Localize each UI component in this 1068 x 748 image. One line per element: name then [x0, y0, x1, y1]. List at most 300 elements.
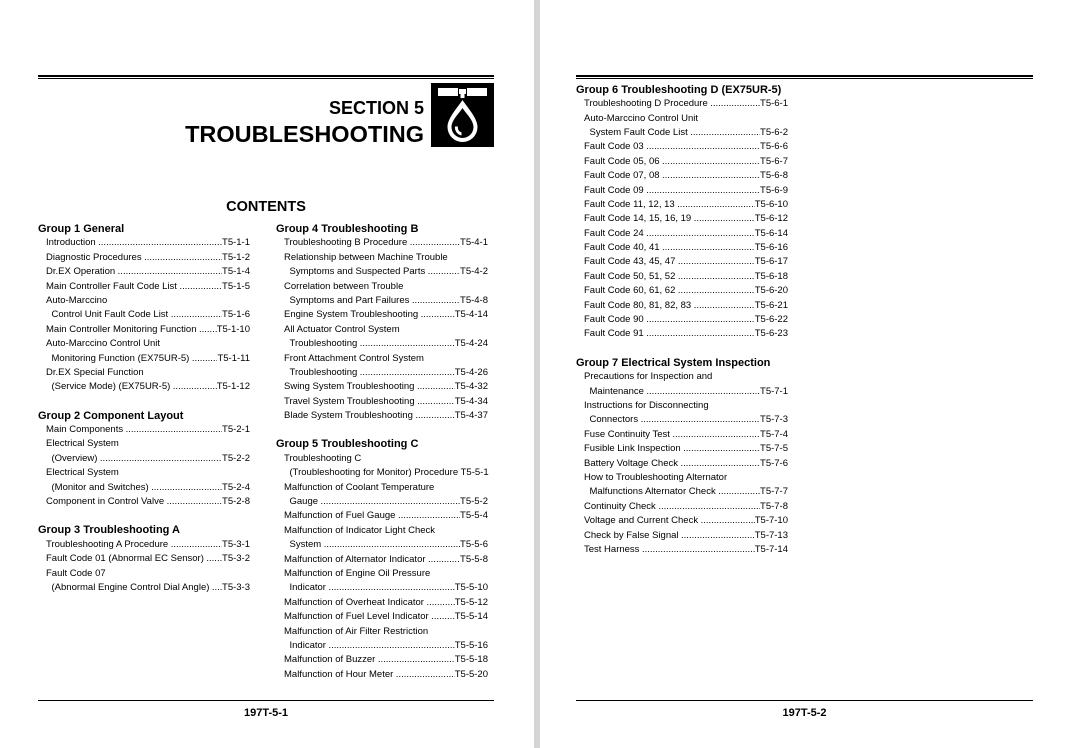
section-title: TROUBLESHOOTING — [185, 121, 424, 147]
toc-entry-label: Fault Code 01 (Abnormal EC Sensor) — [46, 553, 204, 565]
toc-entry-label: Main Controller Monitoring Function — [46, 323, 197, 335]
toc-page-number: T5-6-18 — [754, 270, 788, 282]
toc-entry-label: Fault Code 05, 06 — [584, 155, 660, 167]
toc-entry — [576, 112, 788, 141]
toc-entry-label: Gauge — [289, 496, 319, 508]
toc-entry — [576, 399, 788, 428]
oil-drop-icon — [431, 83, 494, 147]
toc-entry-row — [276, 495, 488, 509]
toc-entry-label: Troubleshooting A Procedure — [46, 538, 169, 550]
toc-entry-label: Malfunction of Alternator Indicator — [284, 553, 426, 565]
toc-entry — [276, 409, 488, 423]
dot-leader — [407, 236, 460, 250]
toc-entry-line: Dr.EX Special Function — [46, 366, 144, 378]
header-rule — [38, 75, 494, 77]
toc-entry-row — [276, 395, 488, 409]
toc-entry — [576, 543, 788, 557]
toc-entry — [38, 236, 250, 250]
toc-page-number: T5-1-5 — [222, 280, 250, 292]
toc-entry-label: Fuse Continuity Test — [584, 428, 670, 440]
toc-entry-row — [276, 366, 488, 380]
toc-page-number: T5-6-21 — [754, 299, 788, 311]
toc-page-number: T5-2-1 — [222, 424, 250, 436]
toc-entry — [276, 323, 488, 352]
dot-leader — [209, 581, 222, 595]
toc-page-number: T5-5-8 — [460, 553, 488, 565]
toc-entry-row — [276, 596, 488, 610]
toc-entry — [276, 596, 488, 610]
toc-page-number: T5-3-2 — [222, 553, 250, 565]
dot-leader — [393, 668, 454, 682]
toc-entry-label: Fusible Link Inspection — [584, 443, 681, 455]
toc-entry-row — [38, 280, 250, 294]
toc-entry-label: Troubleshooting — [289, 366, 358, 378]
toc-entry-label: Symptoms and Part Failures — [289, 294, 410, 306]
toc-page-number: T5-7-1 — [760, 385, 788, 397]
toc-entry-label: Voltage and Current Check — [584, 515, 699, 527]
toc-entry-row — [276, 538, 488, 552]
toc-entry-label: System — [289, 539, 322, 551]
toc-page-number: T5-4-1 — [460, 237, 488, 249]
toc-entry-label: Fault Code 03 — [584, 141, 644, 153]
toc-page-number: T5-3-3 — [222, 581, 250, 593]
toc-entry-label: Continuity Check — [584, 500, 656, 512]
dot-leader — [688, 126, 760, 140]
toc-entry-row — [38, 323, 250, 337]
toc-entry-label: (Troubleshooting for Monitor) Procedure — [289, 467, 459, 479]
dot-leader — [429, 610, 455, 624]
toc-group-heading: Group 1 General — [38, 223, 125, 235]
toc-page-number: T5-4-34 — [454, 395, 488, 407]
toc-entry-row — [576, 457, 788, 471]
toc-entry — [576, 241, 788, 255]
toc-page-number: T5-6-16 — [754, 242, 788, 254]
toc-entry-row — [576, 241, 788, 255]
toc-entry — [38, 337, 250, 366]
toc-entry-row — [576, 442, 788, 456]
dot-leader — [644, 385, 760, 399]
toc-page-number: T5-6-10 — [754, 198, 788, 210]
toc-page-number: T5-7-14 — [754, 543, 788, 555]
dot-leader — [698, 514, 755, 528]
toc-entry-row — [576, 543, 788, 557]
toc-page-number: T5-5-16 — [454, 639, 488, 651]
toc-entry-label: Symptoms and Suspected Parts — [289, 266, 426, 278]
toc-entry-row — [38, 481, 250, 495]
toc-entry-row — [276, 639, 488, 653]
toc-group-heading: Group 6 Troubleshooting D (EX75UR-5) — [576, 83, 782, 96]
dot-leader — [189, 352, 217, 366]
toc-entry-label: Fault Code 80, 81, 82, 83 — [584, 299, 692, 311]
toc-page-number: T5-7-6 — [760, 457, 788, 469]
toc-entry-label: Monitoring Function (EX75UR-5) — [51, 352, 190, 364]
toc-entry — [576, 270, 788, 284]
dot-leader — [638, 413, 760, 427]
toc-entry-label: Maintenance — [589, 385, 644, 397]
toc-entry-row — [576, 270, 788, 284]
dot-leader — [716, 485, 760, 499]
toc-page-number: T5-4-37 — [454, 410, 488, 422]
dot-leader — [418, 308, 455, 322]
toc-page-number: T5-6-9 — [760, 184, 788, 196]
toc-entry-label: Diagnostic Procedures — [46, 251, 142, 263]
toc-entry-label: Malfunction of Buzzer — [284, 654, 376, 666]
toc-entry-line: Malfunction of Engine Oil Pressure — [284, 567, 431, 579]
toc-entry-row — [576, 327, 788, 341]
dot-leader — [708, 97, 760, 111]
dot-leader — [96, 236, 222, 250]
dot-leader — [413, 409, 455, 423]
dot-leader — [115, 265, 222, 279]
toc-entry-label: (Overview) — [51, 452, 98, 464]
toc-entry-row — [576, 299, 788, 313]
dot-leader — [123, 423, 222, 437]
toc-entry — [576, 227, 788, 241]
toc-group-heading: Group 2 Component Layout — [38, 409, 184, 422]
toc-entry-line: Malfunction of Indicator Light Check — [284, 524, 436, 536]
toc-entry — [38, 366, 250, 395]
toc-page-number: T5-6-20 — [754, 285, 788, 297]
dot-leader — [409, 294, 460, 308]
toc-entry — [38, 538, 250, 552]
document-page-right — [540, 0, 1068, 748]
toc-column — [576, 83, 788, 558]
toc-entry — [276, 380, 488, 394]
toc-entry — [276, 280, 488, 309]
dot-leader — [426, 553, 460, 567]
toc-entry — [576, 284, 788, 298]
toc-entry-row — [276, 668, 488, 682]
dot-leader — [675, 198, 755, 212]
toc-entry — [276, 481, 488, 510]
toc-entry-row — [38, 495, 250, 509]
page-footer-number: 197T-5-1 — [243, 707, 289, 719]
toc-entry — [576, 198, 788, 212]
toc-entry — [576, 428, 788, 442]
toc-page-number: T5-1-6 — [222, 309, 250, 321]
toc-entry — [576, 184, 788, 198]
toc-page-number: T5-1-2 — [222, 251, 250, 263]
toc-entry — [276, 308, 488, 322]
toc-entry — [276, 553, 488, 567]
dot-leader — [357, 366, 454, 380]
toc-page-number: T5-2-8 — [222, 496, 250, 508]
toc-entry-row — [276, 294, 488, 308]
toc-entry-label: Fault Code 91 — [584, 328, 644, 340]
dot-leader — [670, 428, 760, 442]
toc-entry-label: Test Harness — [584, 543, 640, 555]
toc-entry — [276, 625, 488, 654]
header-rule — [576, 75, 1033, 77]
toc-entry — [38, 567, 250, 596]
toc-page-number: T5-7-10 — [754, 515, 788, 527]
dot-leader — [375, 653, 454, 667]
toc-entry — [576, 457, 788, 471]
toc-entry-row — [276, 409, 488, 423]
toc-page-number: T5-5-20 — [454, 668, 488, 680]
toc-entry — [576, 370, 788, 399]
page-footer-number: 197T-5-2 — [782, 707, 827, 719]
toc-entry — [276, 352, 488, 381]
toc-entry — [38, 552, 250, 566]
toc-entry-label: Main Controller Fault Code List — [46, 280, 177, 292]
toc-page-number: T5-6-2 — [760, 126, 788, 138]
toc-entry — [576, 155, 788, 169]
toc-entry-label: Travel System Troubleshooting — [284, 395, 415, 407]
toc-entry — [576, 529, 788, 543]
toc-entry-row — [276, 509, 488, 523]
dot-leader — [318, 495, 460, 509]
footer-rule — [576, 700, 1033, 701]
toc-entry-label: Fault Code 40, 41 — [584, 242, 660, 254]
toc-entry-line: Malfunction of Air Filter Restriction — [284, 625, 429, 637]
toc-page-number: T5-5-10 — [454, 582, 488, 594]
toc-column — [38, 222, 250, 595]
dot-leader — [204, 552, 222, 566]
toc-entry — [276, 236, 488, 250]
toc-entry — [576, 140, 788, 154]
toc-page-number: T5-6-12 — [754, 213, 788, 225]
toc-entry-label: Troubleshooting B Procedure — [284, 237, 408, 249]
dot-leader — [656, 500, 760, 514]
toc-entry — [276, 610, 488, 624]
dot-leader — [678, 457, 760, 471]
toc-entry — [576, 514, 788, 528]
dot-leader — [326, 639, 455, 653]
dot-leader — [142, 251, 222, 265]
toc-entry-label: Battery Voltage Check — [584, 457, 678, 469]
toc-entry — [576, 299, 788, 313]
toc-entry-label: Fault Code 24 — [584, 227, 644, 239]
dot-leader — [168, 538, 222, 552]
toc-entry-row — [576, 227, 788, 241]
dot-leader — [644, 327, 755, 341]
section-label: SECTION 5 — [328, 98, 424, 118]
toc-entry — [276, 668, 488, 682]
footer-rule — [38, 700, 494, 701]
toc-entry — [576, 169, 788, 183]
toc-entry-row — [38, 538, 250, 552]
toc-page-number: T5-6-8 — [760, 170, 788, 182]
toc-page-number: T5-5-14 — [454, 611, 488, 623]
toc-entry-row — [38, 452, 250, 466]
toc-entry — [38, 423, 250, 437]
toc-group-heading: Group 7 Electrical System Inspection — [576, 356, 771, 369]
toc-entry-row — [576, 428, 788, 442]
toc-entry-label: Fault Code 60, 61, 62 — [584, 285, 676, 297]
dot-leader — [170, 380, 216, 394]
toc-column — [276, 222, 488, 682]
toc-page-number: T5-3-1 — [222, 538, 250, 550]
toc-entry-label: (Monitor and Switches) — [51, 481, 149, 493]
toc-entry-label: Troubleshooting — [289, 338, 358, 350]
toc-entry-line: Front Attachment Control System — [284, 352, 424, 364]
toc-entry-row — [576, 212, 788, 226]
toc-entry — [576, 442, 788, 456]
dot-leader — [644, 227, 755, 241]
toc-entry — [576, 471, 788, 500]
dot-leader — [326, 581, 455, 595]
toc-entry — [576, 500, 788, 514]
dot-leader — [168, 308, 222, 322]
toc-page-number: T5-1-4 — [222, 266, 250, 278]
dot-leader — [415, 395, 455, 409]
toc-entry-row — [576, 284, 788, 298]
dot-leader — [675, 284, 754, 298]
toc-entry — [38, 265, 250, 279]
toc-entry-line: Auto-Marccino — [46, 294, 108, 306]
toc-page-number: T5-6-23 — [754, 328, 788, 340]
toc-entry-row — [576, 126, 788, 140]
toc-page-number: T5-5-1 — [460, 467, 489, 479]
toc-page-number: T5-2-4 — [222, 481, 250, 493]
toc-entry-label: System Fault Code List — [589, 126, 688, 138]
toc-entry — [38, 495, 250, 509]
toc-entry-label: Fault Code 11, 12, 13 — [584, 198, 675, 210]
toc-entry-label: Troubleshooting D Procedure — [584, 98, 708, 110]
toc-page-number: T5-1-12 — [216, 381, 250, 393]
toc-entry-line: All Actuator Control System — [284, 323, 400, 335]
toc-entry-line: Troubleshooting C — [284, 452, 362, 464]
toc-entry — [576, 255, 788, 269]
toc-page-number: T5-6-7 — [760, 155, 788, 167]
toc-entry-row — [38, 423, 250, 437]
toc-page-number: T5-7-13 — [754, 529, 788, 541]
toc-entry-row — [576, 97, 788, 111]
dot-leader — [97, 452, 222, 466]
toc-entry-line: Auto-Marccino Control Unit — [46, 338, 161, 350]
dot-leader — [414, 380, 454, 394]
toc-entry-line: Electrical System — [46, 467, 119, 479]
toc-page-number: T5-1-1 — [222, 237, 250, 249]
toc-entry-row — [276, 653, 488, 667]
toc-group-heading: Group 4 Troubleshooting B — [276, 223, 419, 235]
toc-page-number: T5-7-5 — [760, 443, 788, 455]
toc-page-number: T5-6-6 — [760, 141, 788, 153]
dot-leader — [639, 543, 754, 557]
toc-entry-label: Fault Code 14, 15, 16, 19 — [584, 213, 692, 225]
toc-entry-line: Auto-Marccino Control Unit — [584, 112, 699, 124]
toc-entry — [276, 524, 488, 553]
toc-entry-row — [576, 385, 788, 399]
toc-entry — [576, 313, 788, 327]
dot-leader — [644, 313, 755, 327]
toc-entry-label: Engine System Troubleshooting — [284, 309, 419, 321]
toc-entry-row — [276, 236, 488, 250]
toc-entry-label: Fault Code 09 — [584, 184, 644, 196]
toc-entry — [38, 251, 250, 265]
toc-page-number: T5-2-2 — [222, 452, 250, 464]
toc-entry-line: Malfunction of Coolant Temperature — [284, 481, 435, 493]
dot-leader — [691, 212, 755, 226]
toc-entry-label: Component in Control Valve — [46, 496, 165, 508]
toc-entry-row — [38, 308, 250, 322]
toc-entry — [276, 653, 488, 667]
toc-page-number: T5-6-17 — [754, 256, 788, 268]
dot-leader — [675, 255, 754, 269]
toc-entry-label: Fault Code 50, 51, 52 — [584, 270, 676, 282]
toc-entry-label: (Service Mode) (EX75UR-5) — [51, 381, 171, 393]
toc-entry-row — [38, 552, 250, 566]
toc-group-heading: Group 5 Troubleshooting C — [276, 438, 419, 451]
toc-entry — [38, 294, 250, 323]
toc-entry-row — [38, 352, 250, 366]
toc-entry-label: Malfunction of Overheat Indicator — [284, 596, 424, 608]
dot-leader — [660, 155, 760, 169]
toc-entry-label: Malfunction of Fuel Level Indicator — [284, 611, 429, 623]
toc-entry-line: Relationship between Machine Trouble — [284, 251, 448, 263]
toc-entry-row — [576, 413, 788, 427]
toc-page-number: T5-7-4 — [760, 428, 788, 440]
toc-entry-row — [576, 155, 788, 169]
dot-leader — [425, 265, 460, 279]
toc-entry-line: Precautions for Inspection and — [584, 371, 713, 383]
toc-entry-row — [276, 610, 488, 624]
toc-entry-label: Malfunction of Fuel Gauge — [284, 510, 396, 522]
dot-leader — [644, 184, 760, 198]
toc-entry-row — [576, 140, 788, 154]
dot-leader — [644, 140, 760, 154]
toc-entry-row — [576, 198, 788, 212]
toc-entry-label: Swing System Troubleshooting — [284, 381, 415, 393]
dot-leader — [357, 337, 454, 351]
contents-heading: CONTENTS — [226, 199, 306, 215]
toc-page-number: T5-6-14 — [754, 227, 788, 239]
toc-entry-row — [576, 255, 788, 269]
toc-entry-label: Main Components — [46, 424, 124, 436]
dot-leader — [660, 241, 755, 255]
toc-page-number: T5-4-2 — [460, 266, 488, 278]
toc-page-number: T5-7-7 — [760, 486, 788, 498]
toc-entry-label: Malfunctions Alternator Check — [589, 486, 716, 498]
toc-page-number: T5-6-1 — [760, 98, 788, 110]
toc-entry-row — [576, 313, 788, 327]
toc-page-number: T5-6-22 — [754, 314, 788, 326]
toc-page-number: T5-5-6 — [460, 539, 488, 551]
toc-entry-row — [276, 337, 488, 351]
toc-entry — [576, 327, 788, 341]
dot-leader — [321, 538, 460, 552]
toc-entry-row — [576, 500, 788, 514]
toc-entry-label: (Abnormal Engine Control Dial Angle) — [51, 581, 210, 593]
toc-entry — [576, 212, 788, 226]
toc-entry-row — [576, 184, 788, 198]
toc-entry — [276, 452, 488, 481]
toc-entry — [38, 280, 250, 294]
toc-page-number: T5-4-8 — [460, 294, 488, 306]
dot-leader — [681, 442, 760, 456]
toc-entry — [276, 395, 488, 409]
dot-leader — [660, 169, 760, 183]
toc-entry-row — [576, 169, 788, 183]
toc-entry — [276, 251, 488, 280]
toc-entry-label: Indicator — [289, 582, 326, 594]
toc-entry-row — [276, 308, 488, 322]
toc-entry-row — [38, 251, 250, 265]
toc-entry-row — [276, 581, 488, 595]
toc-entry-label: Introduction — [46, 237, 96, 249]
dot-leader — [149, 481, 222, 495]
toc-entry-line: Instructions for Disconnecting — [584, 400, 709, 411]
toc-page-number: T5-5-18 — [454, 654, 488, 666]
toc-entry-line: Correlation between Trouble — [284, 280, 404, 292]
toc-entry — [38, 437, 250, 466]
toc-page-number: T5-5-4 — [460, 510, 488, 522]
toc-page-number: T5-1-11 — [217, 352, 250, 364]
toc-entry-row — [276, 265, 488, 279]
toc-entry-row — [38, 236, 250, 250]
toc-page-number: T5-4-24 — [454, 338, 488, 350]
